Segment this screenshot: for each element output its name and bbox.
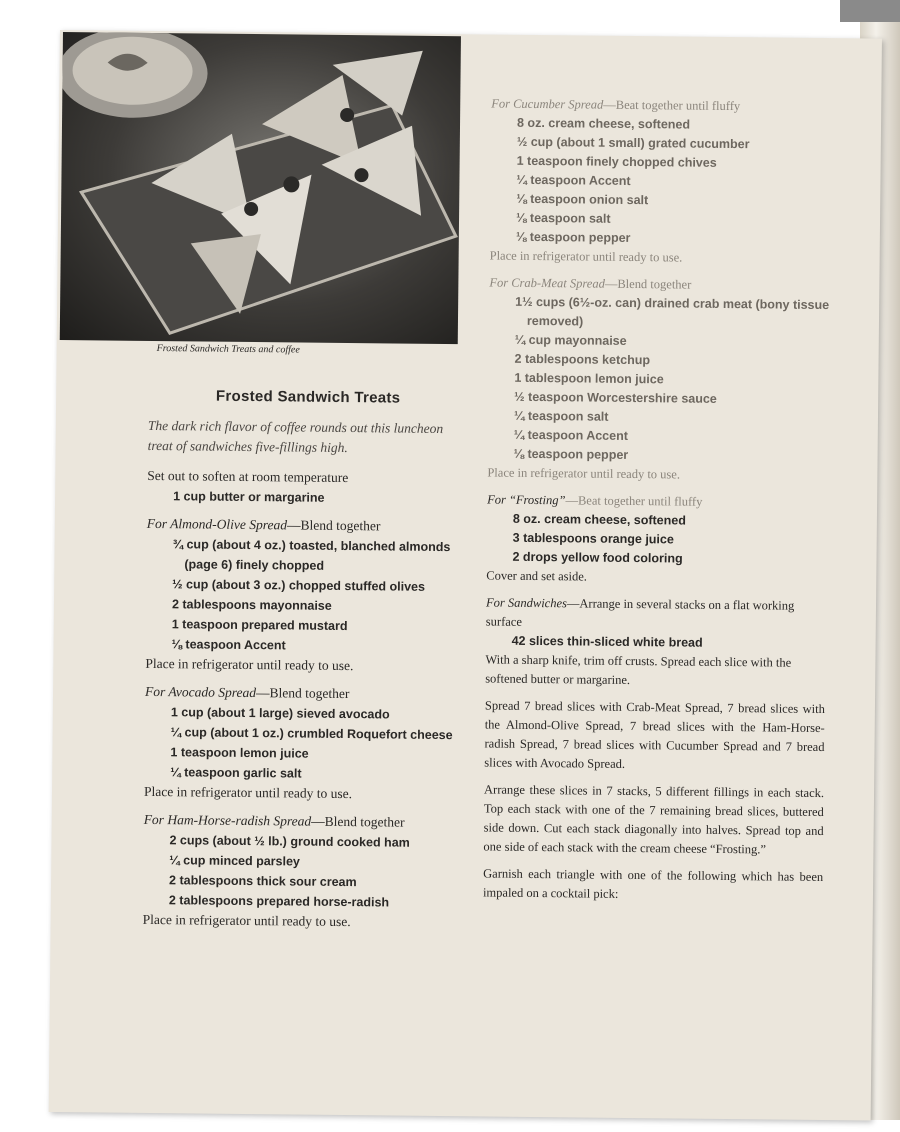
cookbook-page bbox=[49, 30, 882, 1121]
ingredient: 1½ cups (6½-oz. can) drained crab meat (bony tissue removed) bbox=[515, 294, 830, 329]
ingredient: ¾ cup (about 4 oz.) toasted, blanched almonds (page 6) finely chopped bbox=[172, 537, 451, 573]
ham-section bbox=[143, 810, 464, 933]
right-column bbox=[483, 95, 831, 907]
ingredient: ⅛ teaspoon onion salt bbox=[516, 191, 649, 208]
section-instruction: —Blend together bbox=[604, 276, 692, 292]
section-instruction: —Blend together bbox=[311, 813, 405, 830]
section-label: For Cucumber Spread bbox=[491, 96, 604, 112]
section-label: For Almond-Olive Spread bbox=[146, 515, 288, 533]
sandwich-photo-graphic bbox=[60, 32, 461, 344]
instruction-paragraph: Arrange these slices in 7 stacks, 5 different fillings in each stack. Top each stack with one of the 7 remaining bread slices, buttered side down. Cut each stack diagonally into halves. Spread top and one side of each stack with the cream cheese “Frosting.” bbox=[483, 782, 825, 857]
ingredient: ½ cup (about 3 oz.) chopped stuffed olives bbox=[172, 577, 426, 594]
frosting-section bbox=[486, 490, 827, 589]
section-instruction: —Blend together bbox=[286, 517, 381, 534]
setout-section bbox=[147, 466, 467, 509]
binding-tab bbox=[840, 0, 900, 22]
ingredient: 1 teaspoon prepared mustard bbox=[171, 617, 348, 634]
ingredient: ¼ teaspoon salt bbox=[513, 408, 609, 424]
section-after: With a sharp knife, trim off crusts. Spread each slice with the softened butter or margarine. bbox=[485, 652, 792, 688]
ingredient: 1 cup butter or margarine bbox=[173, 489, 325, 505]
sandwiches-section bbox=[485, 593, 826, 692]
ingredient: ½ cup (about 1 small) grated cucumber bbox=[516, 134, 750, 152]
sandwich-photo bbox=[60, 32, 461, 344]
section-label: For Avocado Spread bbox=[144, 683, 257, 701]
section-label: For “Frosting” bbox=[487, 492, 566, 508]
ingredient: ½ teaspoon Worcestershire sauce bbox=[514, 389, 717, 406]
section-after: Place in refrigerator until ready to use. bbox=[489, 248, 683, 265]
ingredient: 8 oz. cream cheese, softened bbox=[516, 115, 691, 132]
crab-section bbox=[487, 274, 829, 487]
ingredient: 2 drops yellow food coloring bbox=[512, 549, 683, 566]
ingredient: ¼ cup minced parsley bbox=[169, 853, 300, 869]
section-label: For Crab-Meat Spread bbox=[489, 275, 605, 291]
avocado-section bbox=[144, 682, 465, 805]
ingredient: 1 teaspoon lemon juice bbox=[170, 745, 309, 761]
section-instruction: —Beat together until fluffy bbox=[565, 493, 703, 509]
ingredient: 2 tablespoons mayonnaise bbox=[171, 597, 332, 613]
cucumber-section bbox=[490, 95, 832, 270]
section-label: For Ham-Horse-radish Spread bbox=[143, 811, 312, 829]
section-instruction: —Arrange in several stacks on a flat working surface bbox=[485, 596, 795, 629]
ingredient: 2 tablespoons prepared horse-radish bbox=[168, 893, 390, 910]
section-after: Place in refrigerator until ready to use. bbox=[145, 655, 354, 674]
section-after: Place in refrigerator until ready to use. bbox=[143, 783, 353, 802]
ingredient: 2 tablespoons thick sour cream bbox=[169, 873, 357, 890]
section-instruction: —Blend together bbox=[255, 685, 350, 702]
ingredient: 1 cup (about 1 large) sieved avocado bbox=[170, 705, 390, 722]
ingredient: 2 cups (about ½ lb.) ground cooked ham bbox=[169, 833, 410, 850]
ingredient: ¼ cup mayonnaise bbox=[514, 332, 627, 348]
section-after: Place in refrigerator until ready to use. bbox=[487, 465, 681, 482]
ingredient: 2 tablespoons ketchup bbox=[514, 351, 651, 368]
recipe-title: Frosted Sandwich Treats bbox=[215, 387, 401, 407]
section-after: Cover and set aside. bbox=[486, 568, 588, 584]
ingredient: ¼ teaspoon garlic salt bbox=[170, 765, 302, 781]
recipe-intro: The dark rich flavor of coffee rounds out this luncheon treat of sandwiches five-fillings high. bbox=[147, 417, 444, 456]
ingredient: 3 tablespoons orange juice bbox=[512, 530, 674, 547]
section-instruction: —Beat together until fluffy bbox=[603, 97, 741, 114]
ingredient: ⅛ teaspoon salt bbox=[515, 210, 611, 226]
ingredient: 8 oz. cream cheese, softened bbox=[512, 511, 686, 528]
setout-text: Set out to soften at room temperature bbox=[147, 467, 349, 486]
instruction-paragraph: Spread 7 bread slices with Crab-Meat Spread, 7 bread slices with the Almond-Olive Spread, 7 bread slices with the Ham-Horse-radish Spread, 7 bread slices with Cucumber Spread and 7 bread slices with Avocado Spread. bbox=[484, 698, 826, 771]
ingredient: ⅛ teaspoon Accent bbox=[171, 637, 286, 653]
instruction-paragraph: Garnish each triangle with one of the following which has been impaled on a cocktail pick: bbox=[482, 866, 824, 901]
ingredient: 1 tablespoon lemon juice bbox=[514, 370, 664, 387]
left-column bbox=[143, 386, 469, 933]
ingredient: 42 slices thin-sliced white bread bbox=[511, 633, 703, 650]
photo-caption: Frosted Sandwich Treats and coffee bbox=[156, 343, 300, 356]
ingredient: 1 teaspoon finely chopped chives bbox=[516, 153, 717, 170]
ingredient: ⅛ teaspoon pepper bbox=[515, 229, 631, 245]
almond-section bbox=[145, 514, 467, 677]
section-after: Place in refrigerator until ready to use. bbox=[142, 911, 351, 930]
ingredient: ¼ teaspoon Accent bbox=[513, 427, 629, 443]
ingredient: ¼ teaspoon Accent bbox=[516, 172, 631, 188]
section-label: For Sandwiches bbox=[485, 595, 568, 611]
ingredient: ⅛ teaspoon pepper bbox=[513, 446, 629, 462]
ingredient: ¼ cup (about 1 oz.) crumbled Roquefort cheese bbox=[170, 725, 453, 743]
